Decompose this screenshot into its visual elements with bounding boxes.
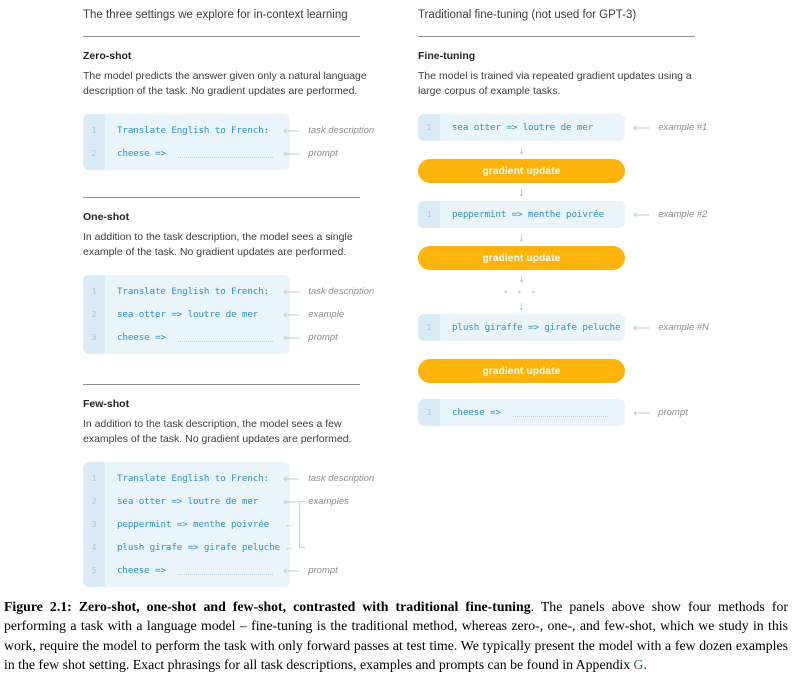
- annotation: [633, 322, 709, 334]
- divider: [83, 197, 360, 198]
- prompt-completion-dots: [513, 416, 608, 417]
- line-number: 1: [426, 210, 432, 219]
- line-number: 1: [426, 123, 432, 132]
- fine-tuning-panel-title: Traditional fine-tuning (not used for GPT-3): [418, 9, 637, 21]
- annotation-label: task description: [308, 125, 375, 136]
- annotation-label: example #N: [658, 322, 709, 333]
- prompt-completion-dots: [178, 341, 273, 342]
- annotation-label: examples: [308, 496, 349, 507]
- appendix-g-link[interactable]: G: [633, 657, 644, 673]
- caption-period: .: [643, 657, 647, 673]
- line-number: 1: [91, 126, 97, 135]
- code-text: Translate English to French:: [117, 286, 270, 297]
- line-number: 1: [91, 287, 97, 296]
- gradient-update-pill: gradient update: [418, 246, 625, 270]
- code-line: [83, 536, 295, 559]
- code-line: [83, 280, 375, 303]
- annotation-label: task description: [308, 473, 375, 484]
- code-line: [83, 303, 345, 326]
- prompt-code-block: [418, 399, 688, 426]
- code-text: peppermint => menthe poivrée: [117, 519, 270, 530]
- examples-bracket-connector: [299, 501, 305, 548]
- example-n-code-block: [418, 314, 709, 341]
- line-number: 2: [91, 497, 97, 506]
- code-line: [418, 203, 708, 226]
- line-number: 4: [91, 543, 97, 552]
- fine-tuning-description: The model is trained via repeated gradient updates using a large corpus of example tasks.: [418, 70, 692, 97]
- annotation-label: prompt: [308, 148, 338, 159]
- gradient-update-pill: gradient update: [418, 159, 625, 183]
- code-text: cheese =>: [117, 332, 166, 343]
- in-context-panel-title: The three settings we explore for in-context learning: [83, 9, 348, 21]
- fine-tuning-panel: [418, 8, 710, 426]
- few-shot-heading: Few-shot: [83, 398, 130, 410]
- code-text: sea otter => loutre de mer: [117, 496, 259, 507]
- annotation-label: prompt: [308, 565, 338, 576]
- annotation: [283, 565, 338, 577]
- line-number: 2: [91, 310, 97, 319]
- zero-shot-description: The model predicts the answer given only a natural language description of the task. No gradient updates are performed.: [83, 70, 367, 97]
- code-line: [83, 490, 349, 513]
- annotation: [283, 125, 374, 137]
- left-arrow-icon: ⟵: [283, 284, 301, 299]
- annotation: [283, 148, 338, 160]
- code-text: sea otter => loutre de mer: [452, 122, 594, 133]
- annotation: [283, 286, 374, 298]
- left-arrow-icon: ⟵: [283, 563, 301, 578]
- code-text: plush girafe => girafe peluche: [117, 542, 280, 553]
- prompt-completion-dots: [178, 157, 273, 158]
- annotation-label: example #1: [658, 122, 708, 133]
- divider: [418, 36, 695, 37]
- few-shot-code-block: [83, 462, 375, 587]
- left-arrow-icon: ⟵: [283, 307, 301, 322]
- annotation-label: prompt: [658, 407, 688, 418]
- code-line: [83, 326, 338, 349]
- figure-caption: [4, 597, 788, 675]
- down-arrow-icon: ↓: [518, 229, 525, 244]
- one-shot-heading: One-shot: [83, 211, 130, 223]
- annotation: [283, 332, 338, 344]
- down-arrow-icon: ↓: [518, 142, 525, 157]
- code-text: cheese =>: [117, 565, 166, 576]
- annotation-label: prompt: [308, 332, 338, 343]
- fine-tuning-heading: Fine-tuning: [418, 50, 476, 62]
- code-line: [418, 316, 709, 339]
- left-arrow-icon: ←: [284, 541, 295, 553]
- line-number: 3: [91, 333, 97, 342]
- gradient-update-pill: gradient update: [418, 359, 625, 383]
- annotation: [633, 122, 707, 134]
- code-text: cheese =>: [452, 407, 501, 418]
- line-number: 3: [91, 520, 97, 529]
- prompt-completion-dots: [178, 574, 273, 575]
- code-text: plush giraffe => girafe peluche: [452, 322, 621, 333]
- annotation-label: example #2: [658, 209, 708, 220]
- down-arrow-icon: ↓: [518, 298, 525, 313]
- zero-shot-heading: Zero-shot: [83, 50, 132, 62]
- left-arrow-icon: ⟵: [633, 207, 651, 222]
- zero-shot-code-block: [83, 114, 375, 170]
- down-arrow-icon: ↓: [518, 184, 525, 199]
- code-line: [83, 142, 338, 165]
- left-arrow-icon: ⟵: [283, 494, 301, 509]
- left-arrow-icon: ⟵: [283, 123, 301, 138]
- left-arrow-icon: ⟵: [283, 330, 301, 345]
- caption-figure-label: Figure 2.1: Zero-shot, one-shot and few-shot, contrasted with traditional fine-tuning: [4, 599, 531, 614]
- caption-body: . The panels above show four methods for performing a task with a language model – fine-tuning is the traditional method, whereas zero-, one-, and few-shot, which we study in this work, require the model to perform the task with only forward passes at test time. We typically present the model with a few dozen examples in the few shot setting. Exact phrasings for all task descriptions, examples and prompts can be found in Appendix: [4, 599, 788, 673]
- code-text: Translate English to French:: [117, 125, 270, 136]
- code-line: [83, 467, 375, 490]
- line-number: 1: [426, 408, 432, 417]
- divider: [83, 36, 360, 37]
- line-number: 1: [426, 323, 432, 332]
- left-arrow-icon: ⟵: [633, 320, 651, 335]
- annotation: [283, 473, 374, 485]
- code-text: Translate English to French:: [117, 473, 270, 484]
- spacer: [418, 341, 625, 359]
- code-text: sea otter => loutre de mer: [117, 309, 259, 320]
- line-number: 1: [91, 474, 97, 483]
- code-line: [83, 119, 375, 142]
- ellipsis-dots: • • •: [504, 287, 539, 297]
- left-arrow-icon: ⟵: [633, 120, 651, 135]
- code-line: [418, 116, 708, 139]
- code-line: [83, 559, 338, 582]
- code-line: [83, 513, 295, 536]
- left-arrow-icon: ⟵: [283, 146, 301, 161]
- annotation-label: example: [308, 309, 345, 320]
- example-1-code-block: [418, 114, 708, 141]
- in-context-panel: [83, 8, 375, 587]
- one-shot-description: In addition to the task description, the model sees a single example of the task. No gradient updates are performed.: [83, 231, 353, 258]
- annotation: [633, 209, 707, 221]
- annotation-label: task description: [308, 286, 375, 297]
- fine-tuning-flow: [418, 114, 709, 426]
- annotation: [283, 496, 349, 508]
- spacer: [418, 383, 625, 399]
- code-line: [418, 401, 688, 424]
- left-arrow-icon: ⟵: [283, 471, 301, 486]
- annotation: [633, 407, 688, 419]
- divider: [83, 384, 360, 385]
- line-number: 5: [91, 566, 97, 575]
- line-number: 2: [91, 149, 97, 158]
- left-arrow-icon: ←: [284, 518, 295, 530]
- example-2-code-block: [418, 201, 708, 228]
- code-text: peppermint => menthe poivrée: [452, 209, 605, 220]
- annotation: [283, 309, 344, 321]
- few-shot-description: In addition to the task description, the model sees a few examples of the task. No gradient updates are performed.: [83, 418, 352, 445]
- down-arrow-icon: ↓: [518, 270, 525, 285]
- left-arrow-icon: ⟵: [633, 405, 651, 420]
- code-text: cheese =>: [117, 148, 166, 159]
- one-shot-code-block: [83, 275, 375, 354]
